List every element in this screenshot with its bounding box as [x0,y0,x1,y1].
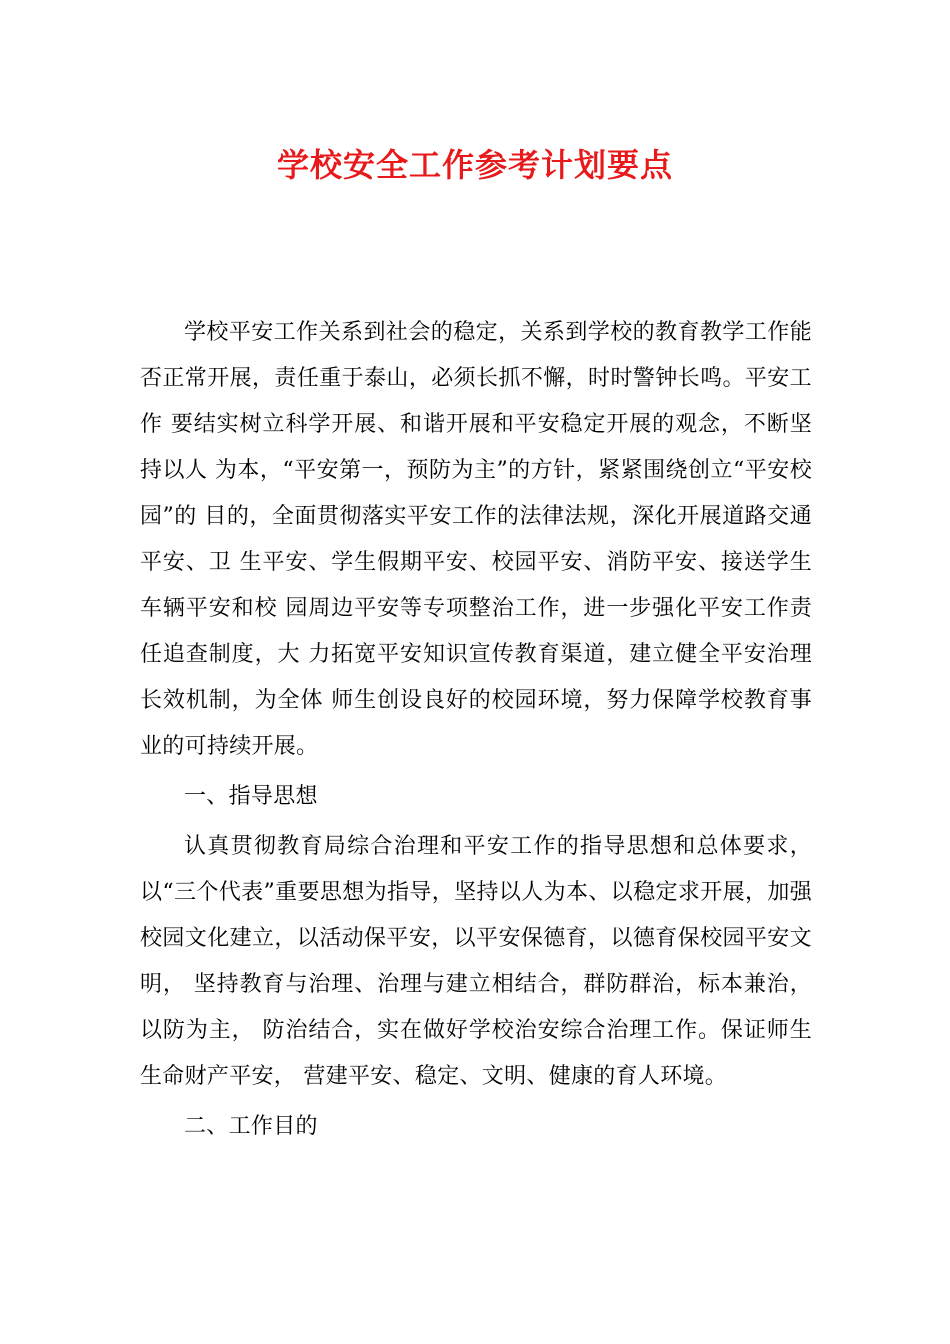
document-title: 学校安全工作参考计划要点 [276,146,673,184]
document-body [140,310,812,1154]
section-heading-work-goals: 二、工作目的 [184,1114,318,1139]
guiding-ideology-paragraph: 认真贯彻教育局综合治理和平安工作的指导思想和总体要求，以“三个代表”重要思想为指导，坚持以人为本、以稳定求开展，加强校园文化建立，以活动保平安，以平安保德育，以德育保校园平安文明， 坚持教育与治理、治理与建立相结合，群防群治，标本兼治，以防为主， 防治结合，实在做好学校治安综合治理工作。保证师生生命财产平安， 营建平安、稳定、文明、健康的育人环境。 [140,834,812,1089]
section-heading-guiding-ideology: 一、指导思想 [184,784,318,809]
intro-paragraph: 学校平安工作关系到社会的稳定，关系到学校的教育教学工作能否正常开展，责任重于泰山，必须长抓不懈，时时警钟长鸣。平安工作 要结实树立科学开展、和谐开展和平安稳定开展的观念，不断坚持以人 为本，“平安第一，预防为主”的方针，紧紧围绕创立“平安校园”的 目的，全面贯彻落实平安工作的法律法规，深化开展道路交通平安、卫 生平安、学生假期平安、校园平安、消防平安、接送学生车辆平安和校 园周边平安等专项整治工作，进一步强化平安工作责任追查制度，大 力拓宽平安知识宣传教育渠道，建立健全平安治理长效机制，为全体 师生创设良好的校园环境，努力保障学校教育事业的可持续开展。 [140,320,812,759]
